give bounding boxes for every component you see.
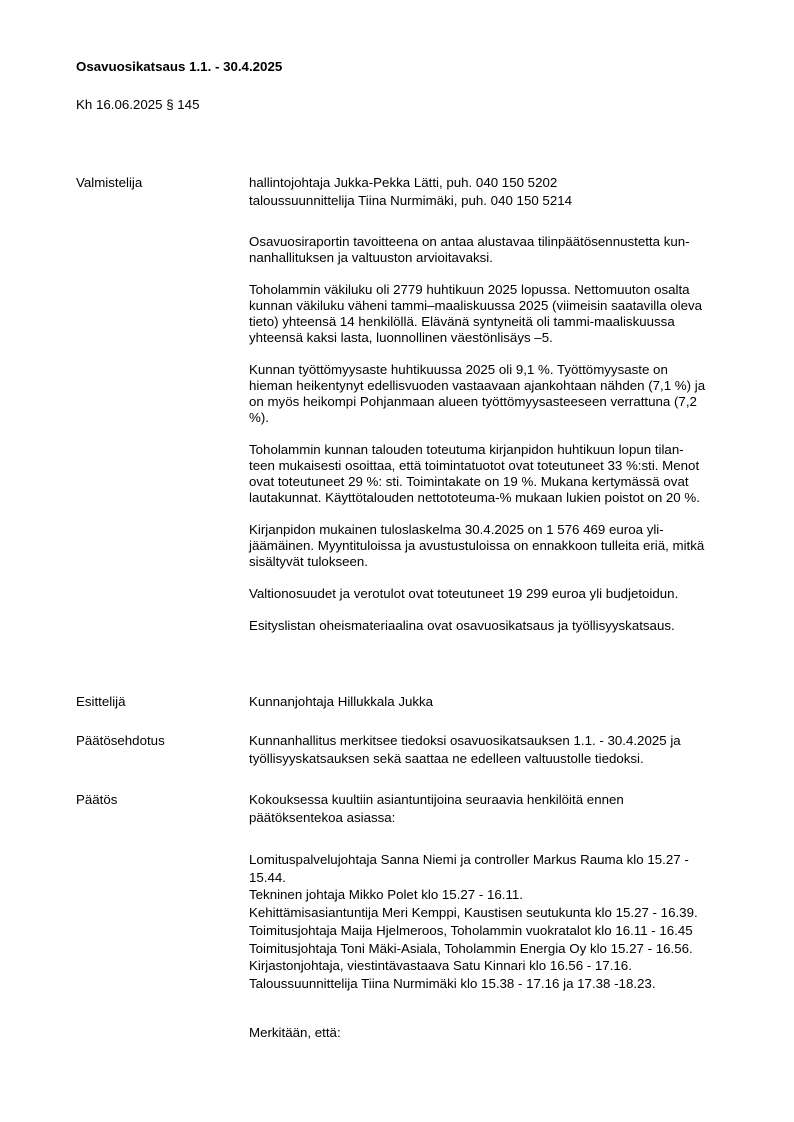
expert-item: Lomituspalvelujohtaja Sanna Niemi ja controller Markus Rauma klo 15.27 - (249, 852, 689, 867)
text-line: jäämäinen. Myyntituloissa ja avustustuloissa on ennakkoon tulleita eriä, mitkä (249, 538, 705, 553)
text-line: tieto) yhteensä 14 henkilöllä. Elävänä syntyneitä oli tammi-maaliskuussa (249, 314, 675, 329)
text-line: Toholammin väkiluku oli 2779 huhtikuun 2025 lopussa. Nettomuuton osalta (249, 282, 690, 297)
preparer-line: hallintojohtaja Jukka-Pekka Lätti, puh. 040 150 5202 (249, 175, 558, 190)
text-line: %). (249, 410, 269, 425)
expert-item: Kirjastonjohtaja, viestintävastaava Satu Kinnari klo 16.56 - 17.16. (249, 958, 632, 974)
preparer-line: taloussuunnittelija Tiina Nurmimäki, puh. 040 150 5214 (249, 193, 573, 208)
text-line: Kirjanpidon mukainen tuloslaskelma 30.4.2025 on 1 576 469 euroa yli- (249, 522, 664, 537)
expert-item: Taloussuunnittelija Tiina Nurmimäki klo 15.38 - 17.16 ja 17.38 -18.23. (249, 975, 656, 991)
text-line: on myös heikompi Pohjanmaan alueen työttömyysasteeseen verrattuna (7,2 (249, 394, 697, 409)
body-text (249, 234, 757, 650)
text-line: Kunnan työttömyysaste huhtikuussa 2025 oli 9,1 %. Työttömyysaste on (249, 362, 668, 377)
presenter-text: Kunnanjohtaja Hillukkala Jukka (249, 694, 434, 709)
text-line: teen mukaisesti osoittaa, että toimintatuotot ovat toteutuneet 33 %:sti. Menot (249, 458, 700, 473)
paragraph-population (249, 282, 757, 346)
decision-label: Päätös (76, 792, 118, 807)
proposal-block (249, 733, 757, 767)
paragraph-state-subsidies (249, 586, 757, 602)
text-line: hieman heikentynyt edellisvuoden vastaavaan ajankohtaan nähden (7,1 %) ja (249, 378, 706, 393)
text-line: Valtionosuudet ja verotulot ovat toteutuneet 19 299 euroa yli budjetoidun. (249, 586, 679, 601)
meeting-reference: Kh 16.06.2025 § 145 (76, 97, 200, 112)
text-line: kunnan väkiluku väheni tammi–maaliskuussa 2025 (viimeisin saatavilla oleva (249, 298, 703, 313)
expert-item: Toimitusjohtaja Toni Mäki-Asiala, Toholammin Energia Oy klo 15.27 - 16.56. (249, 940, 693, 956)
text-line: Kunnanhallitus merkitsee tiedoksi osavuosikatsauksen 1.1. - 30.4.2025 ja (249, 733, 681, 748)
document-title: Osavuosikatsaus 1.1. - 30.4.2025 (76, 59, 283, 74)
text-line: Osavuosiraportin tavoitteena on antaa alustavaa tilinpäätösennustetta kun- (249, 234, 690, 249)
expert-item: Toimitusjohtaja Maija Hjelmeroos, Toholammin vuokratalot klo 16.11 - 16.45 (249, 922, 693, 938)
decision-intro (249, 792, 757, 826)
text-line: Kokouksessa kuultiin asiantuntijoina seuraavia henkilöitä ennen (249, 792, 624, 807)
proposal-label: Päätösehdotus (76, 733, 165, 748)
preparer-block (249, 175, 757, 209)
expert-item: Kehittämisasiantuntija Meri Kemppi, Kaustisen seutukunta klo 15.27 - 16.39. (249, 905, 698, 921)
expert-item: 15.44. (249, 869, 286, 885)
text-line: nanhallituksen ja valtuuston arvioitavaksi. (249, 250, 493, 265)
paragraph-finances (249, 442, 757, 506)
text-line: lautakunnat. Käyttötalouden nettototeuma-% mukaan lukien poistot on 20 %. (249, 490, 700, 505)
text-line: Toholammin kunnan talouden toteutuma kirjanpidon huhtikuun lopun tilan- (249, 442, 684, 457)
preparer-label: Valmistelija (76, 175, 143, 190)
paragraph-income-statement (249, 522, 757, 570)
expert-item: Tekninen johtaja Mikko Polet klo 15.27 - 16.11. (249, 887, 523, 903)
text-line: Esityslistan oheismateriaalina ovat osavuosikatsaus ja työllisyyskatsaus. (249, 618, 675, 633)
paragraph-purpose (249, 234, 757, 266)
paragraph-attachments (249, 618, 757, 634)
presenter-label: Esittelijä (76, 694, 126, 709)
text-line: sisältyvät tulokseen. (249, 554, 368, 569)
text-line: yhteensä kaksi lasta, luonnollinen väestönlisäys –5. (249, 330, 553, 345)
text-line: ovat toteutuneet 29 %: sti. Toimintakate on 19 %. Mukana kertymässä ovat (249, 474, 689, 489)
paragraph-unemployment (249, 362, 757, 426)
expert-list (249, 851, 757, 993)
text-line: päätöksentekoa asiassa: (249, 810, 396, 825)
decision-note: Merkitään, että: (249, 1025, 341, 1040)
text-line: työllisyyskatsauksen sekä saattaa ne edelleen valtuustolle tiedoksi. (249, 751, 644, 766)
